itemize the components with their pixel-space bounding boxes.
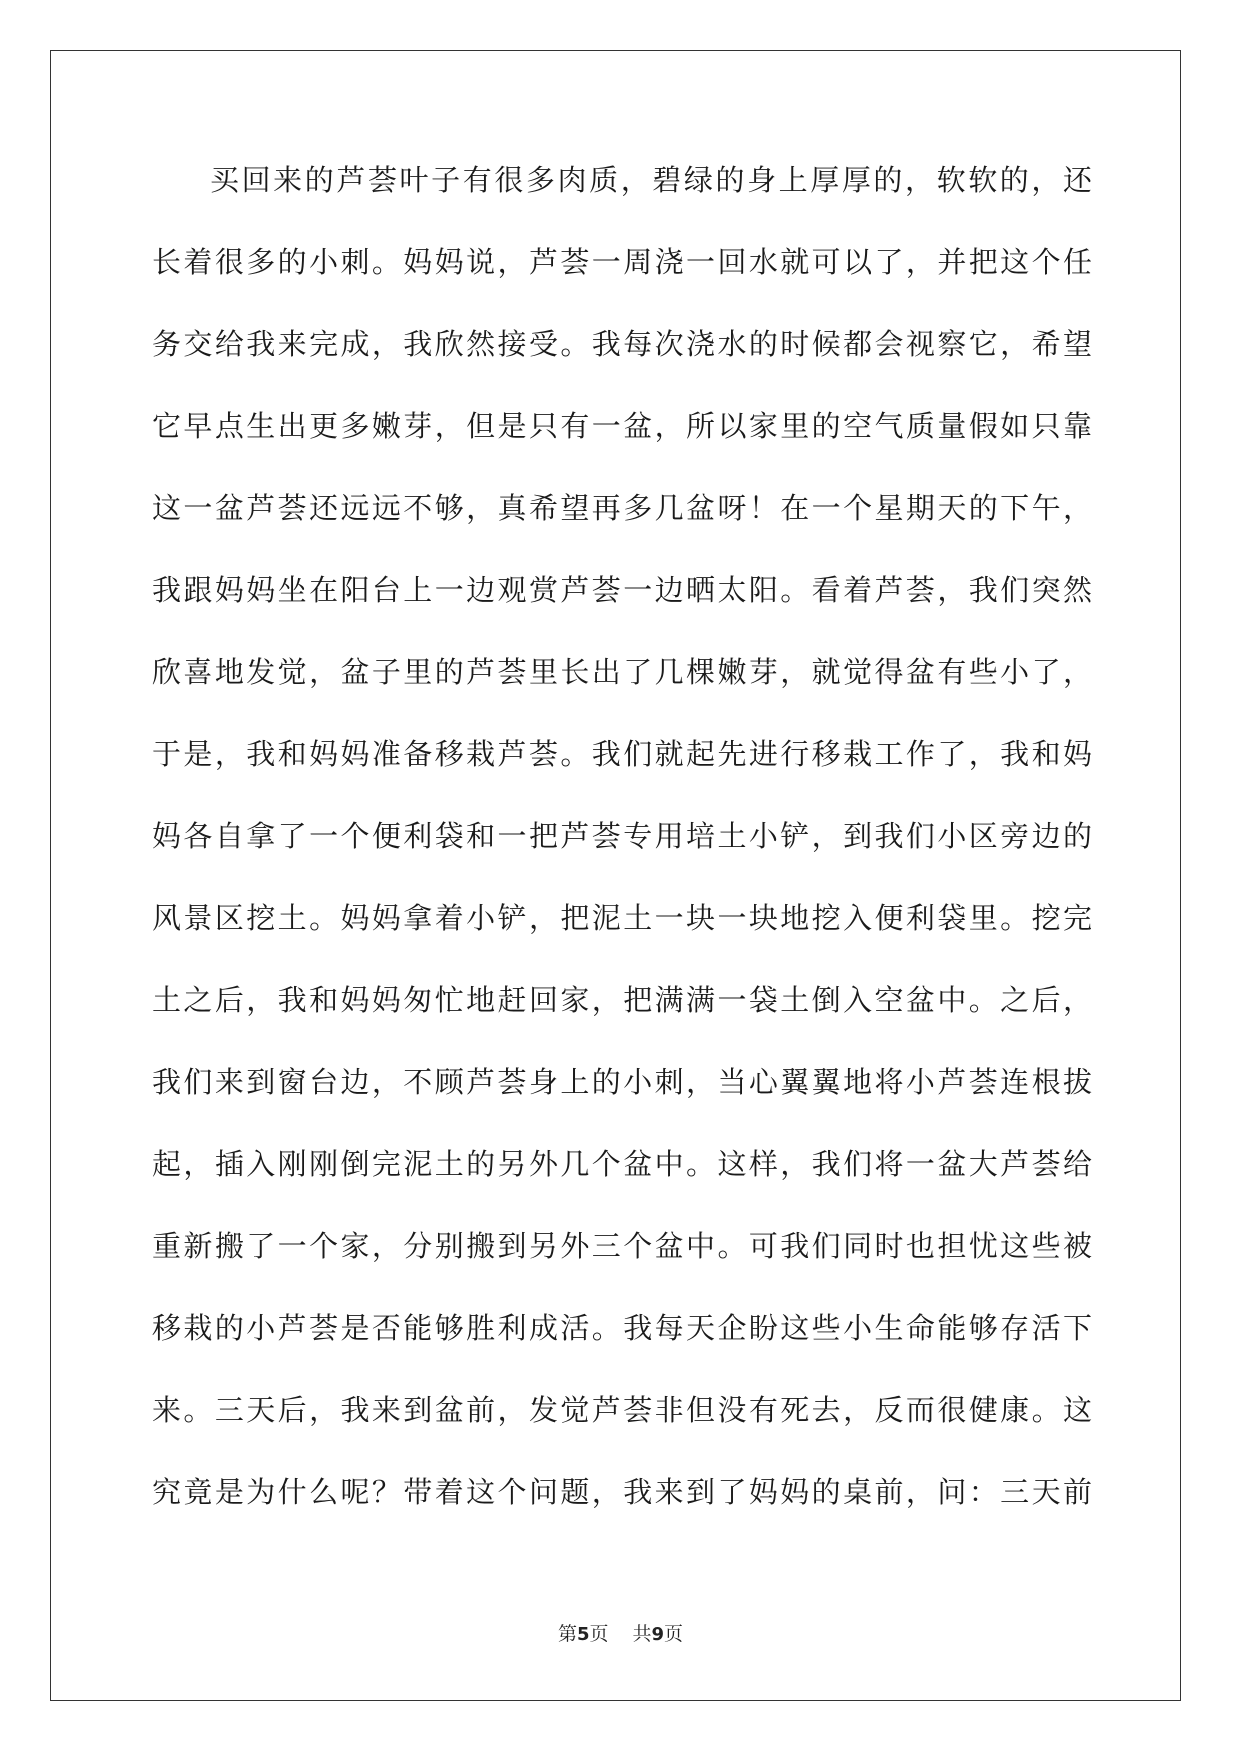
footer-total-suffix: 页 [664,1623,684,1645]
text-line: 欣喜地发觉，盆子里的芦荟里长出了几棵嫩芽，就觉得盆有些小了， [152,655,1092,689]
text-line: 究竟是为什么呢？带着这个问题，我来到了妈妈的桌前，问：三天前 [152,1475,1092,1509]
text-line: 来。三天后，我来到盆前，发觉芦荟非但没有死去，反而很健康。这 [152,1393,1092,1427]
footer-page-suffix: 页 [589,1623,609,1645]
text-line: 移栽的小芦荟是否能够胜利成活。我每天企盼这些小生命能够存活下 [152,1311,1092,1345]
current-page-number: 5 [576,1624,590,1645]
text-line: 风景区挖土。妈妈拿着小铲，把泥土一块一块地挖入便利袋里。挖完 [152,901,1092,935]
text-line: 重新搬了一个家，分别搬到另外三个盆中。可我们同时也担忧这些被 [152,1229,1092,1263]
text-line: 买回来的芦荟叶子有很多肉质，碧绿的身上厚厚的，软软的，还 [210,163,1092,197]
text-line: 我们来到窗台边，不顾芦荟身上的小刺，当心翼翼地将小芦荟连根拔 [152,1065,1092,1099]
body-text [152,160,1092,1554]
text-line: 起，插入刚刚倒完泥土的另外几个盆中。这样，我们将一盆大芦荟给 [152,1147,1092,1181]
text-line: 务交给我来完成，我欣然接受。我每次浇水的时候都会视察它，希望 [152,327,1092,361]
text-line: 土之后，我和妈妈匆忙地赶回家，把满满一袋土倒入空盆中。之后， [152,983,1092,1017]
text-line: 于是，我和妈妈准备移栽芦荟。我们就起先进行移栽工作了，我和妈 [152,737,1092,771]
footer-prefix: 第 [557,1623,577,1645]
footer-total-prefix: 共 [632,1623,652,1645]
page-footer [0,1619,1241,1646]
text-line: 我跟妈妈坐在阳台上一边观赏芦荟一边晒太阳。看着芦荟，我们突然 [152,573,1092,607]
total-pages-number: 9 [651,1624,665,1645]
text-line: 妈各自拿了一个便利袋和一把芦荟专用培土小铲，到我们小区旁边的 [152,819,1092,853]
text-line: 长着很多的小刺。妈妈说，芦荟一周浇一回水就可以了，并把这个任 [152,245,1092,279]
text-line: 它早点生出更多嫩芽，但是只有一盆，所以家里的空气质量假如只靠 [152,409,1092,443]
text-line: 这一盆芦荟还远远不够，真希望再多几盆呀！在一个星期天的下午， [152,491,1092,525]
